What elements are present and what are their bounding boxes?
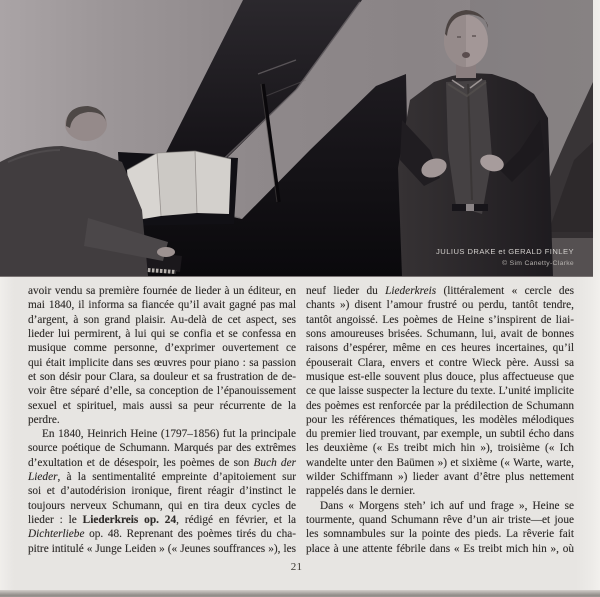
scan-bottom-edge — [0, 590, 600, 597]
liner-notes — [28, 284, 574, 556]
performance-photo — [0, 0, 593, 277]
photo-caption — [436, 246, 574, 269]
right-column: neuf lieder du Liederkreis (littéralement « cercle des chants ») disent l’amour frustré ou perdu, tantôt tendre, tantôt angoissé. Les poèmes de Heine s’inspirent de liai- sons amoureuses brisées. Schumann, lui, avait de bonnes raisons d’espérer, même en ces heures incertaines, qu’il épouserait Clara, envers et contre Wieck père. Aussi sa musique est-elle souvent plus douce, plus affectueuse que ce que laisse suspecter la lecture du texte. L’unité implicite des poèmes est renforcée par la prédilection de Schumann pour les références thématiques, les modèles mélodiques du premier lied trouvant, par exemple, un subtil écho dans les deuxième (« Es treibt mich hin »), troisième (« Ich wandelte unter den Baümen ») et sixième (« Warte, warte, wilder Schiffmann ») lieder avant d’être plus nettement rappelés dans le dernier. Dans « Morgens steh’ ich auf und frage », Heine se tourmente, quand Schumann rêve d’un air triste—et joue les somnambules sur la pointe des pieds. La rêverie fait place à une attente fébrile dans « Es treibt mich hin », où — [306, 285, 574, 555]
photo-caption-names: JULIUS DRAKE et GERALD FINLEY — [436, 247, 574, 256]
photo-caption-credit: © Sim Canetty-Clarke — [502, 260, 574, 267]
singing-mouth — [462, 52, 470, 58]
belt-buckle — [466, 204, 474, 211]
left-column: avoir vendu sa première fournée de lieder à un éditeur, en mai 1840, il informa sa fiancée qu’il avait gagné pas mal d’argent, à son grand plaisir. Au-delà de cet aspect, ses lieder lui permirent, à lui qui se confia et se confessa en musique comme personne, d’exprimer ouvertement ce qui était implicite dans ses œuvres pour piano : sa passion et son désir pour Clara, sa douleur et sa frustration de de- voir être séparé d’elle, sa conception de l’épanouissement sexuel et spirituel, mais aussi sa peur récurrente de la perdre. En 1840, Heinrich Heine (1797–1856) fut la principale source poétique de Schumann. Marqués par des extrêmes d’exultation et de désespoir, les poèmes de son Buch der Lieder, à la sentimentalité empreinte d’apitoiement sur soi et d’autodérision ironique, firent réagir d’instinct le toujours nerveux Schumann, qui en tira deux cycles de lieder : le Liederkreis op. 24, rédigé en février, et la Dichterliebe op. 48. Reprenant des poèmes tirés du cha- pitre intitulé « Junge Leiden » (« Jeunes souffrances »), les — [28, 285, 296, 555]
page-number: 21 — [290, 561, 303, 573]
photo-illustration — [0, 0, 593, 276]
